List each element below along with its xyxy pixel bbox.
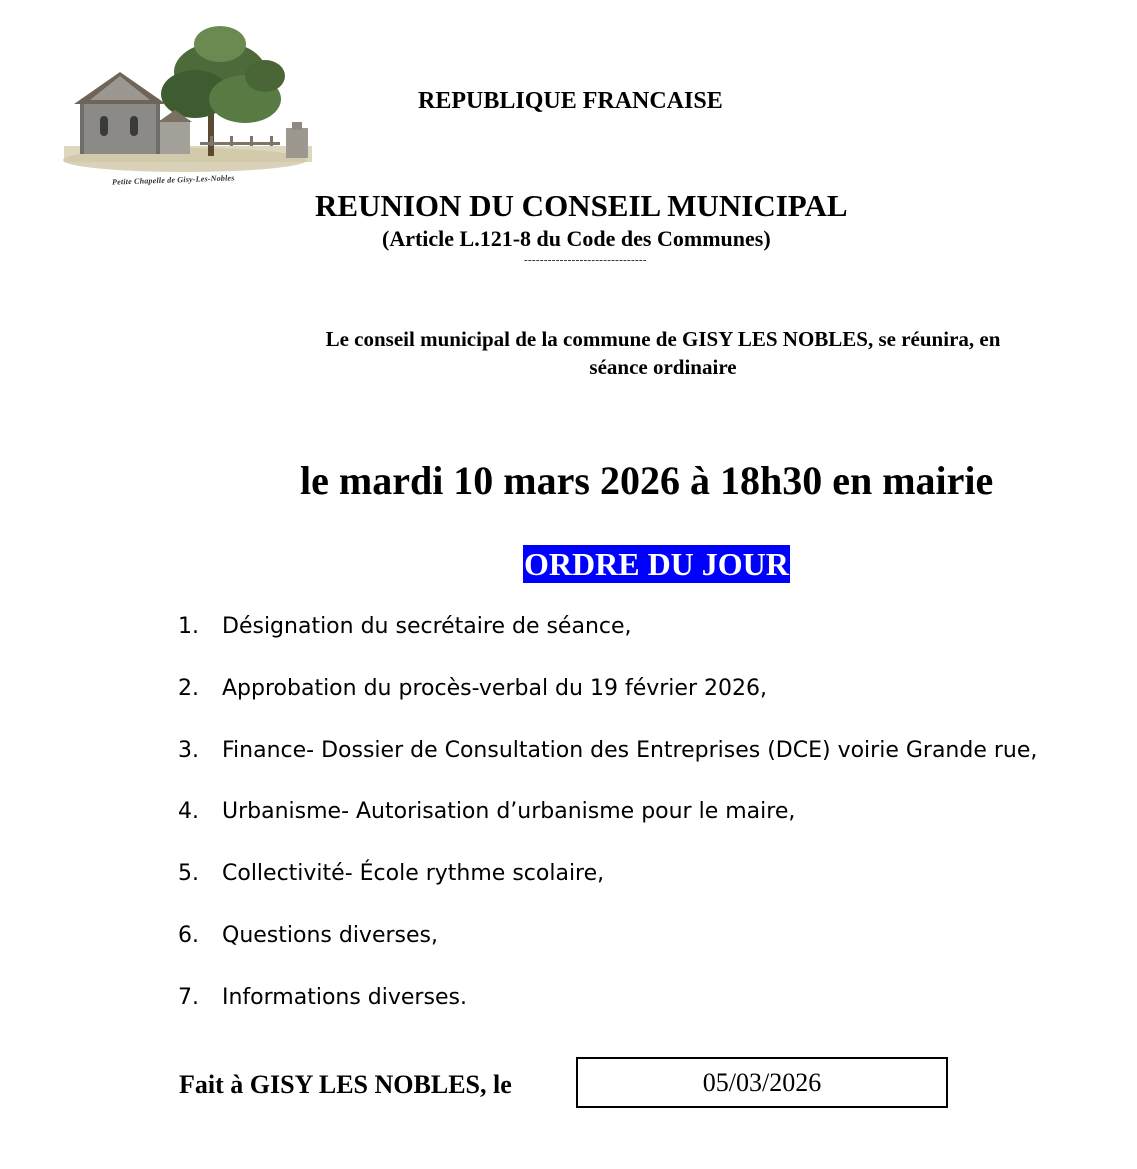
intro-line-2: séance ordinaire	[589, 355, 737, 379]
agenda-item-text: Finance- Dossier de Consultation des Entreprises (DCE) voirie Grande rue,	[222, 738, 1038, 763]
agenda-item-number: 7.	[178, 985, 199, 1010]
logo-caption: Petite Chapelle de Gisy-Les-Nobles	[111, 173, 235, 187]
agenda-item-number: 1.	[178, 614, 199, 639]
agenda-item-number: 3.	[178, 738, 199, 763]
meeting-date-line: le mardi 10 mars 2026 à 18h30 en mairie	[300, 458, 994, 503]
chapel-illustration-icon	[60, 24, 316, 174]
article-reference: (Article L.121-8 du Code des Communes)	[382, 226, 771, 251]
intro-paragraph	[250, 325, 1076, 381]
agenda-heading: ORDRE DU JOUR	[524, 546, 789, 582]
fait-a-label: Fait à GISY LES NOBLES, le	[179, 1070, 512, 1099]
agenda-item-text: Approbation du procès-verbal du 19 février 2026,	[222, 676, 767, 701]
agenda-item-number: 4.	[178, 799, 199, 824]
agenda-item-number: 6.	[178, 923, 199, 948]
agenda-item-text: Urbanisme- Autorisation d’urbanisme pour le maire,	[222, 799, 796, 824]
agenda-item-number: 2.	[178, 676, 199, 701]
reunion-title: REUNION DU CONSEIL MUNICIPAL	[315, 188, 848, 223]
intro-line-1: Le conseil municipal de la commune de GISY LES NOBLES, se réunira, en	[325, 327, 1001, 351]
chapel-logo	[60, 24, 316, 194]
separator-line: -------------------------------	[524, 254, 647, 266]
agenda-item-text: Questions diverses,	[222, 923, 438, 948]
republique-heading: REPUBLIQUE FRANCAISE	[418, 88, 723, 114]
signature-date-box: 05/03/2026	[576, 1057, 948, 1108]
agenda-item-number: 5.	[178, 861, 199, 886]
agenda-heading-wrap	[523, 545, 790, 583]
agenda-item-text: Informations diverses.	[222, 985, 467, 1010]
agenda-item-text: Désignation du secrétaire de séance,	[222, 614, 632, 639]
agenda-item-text: Collectivité- École rythme scolaire,	[222, 861, 605, 886]
